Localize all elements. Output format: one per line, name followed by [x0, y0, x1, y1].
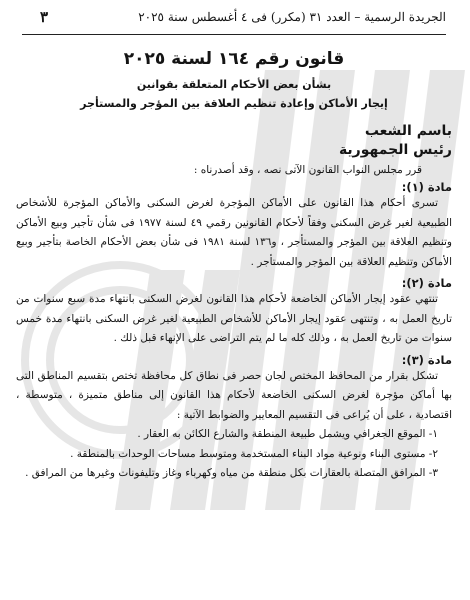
- article-3-item-1: ١- الموقع الجغرافي ويشمل طبيعة المنطقة والشارع الكائن به العقار .: [137, 428, 438, 440]
- page-header: [22, 0, 446, 35]
- preamble-text: قرر مجلس النواب القانون الآتى نصه ، وقد أصدرناه :: [193, 164, 422, 176]
- article-2-paragraph: تنتهي عقود إيجار الأماكن الخاضعة لأحكام هذا القانون لغرض السكنى بانتهاء مدة سبع سنوات من تاريخ العمل به ، وتنتهى عقود إيجار الأماكن للأشخاص الطبيعية لغير غرض السكنى بانتهاء مدة خمس سنوات من تاريخ العمل به ، وذلك كله ما لم يتم التراضى على الإنهاء قبل ذلك .: [16, 293, 452, 344]
- article-1-heading: مادة (١):: [401, 180, 452, 194]
- article-1-paragraph: تسرى أحكام هذا القانون على الأماكن المؤجرة لغرض السكنى والأماكن المؤجرة للأشخاص الطبيعية لغير غرض السكنى وفقاً لأحكام القانونين رقمي ٤٩ لسنة ١٩٧٧ فى شأن تأجير وبيع الأماكن وتنظيم العلاقة بين المؤجر والمستأجر ، و١٣٦ لسنة ١٩٨١ فى شأن بعض الأحكام الخاصة بتأجير وبيع الأماكن وتنظيم العلاقة بين المؤجر والمستأجر .: [16, 197, 452, 268]
- article-3-heading: مادة (٣):: [401, 352, 452, 367]
- article-3-item-3: ٣- المرافق المتصلة بالعقارات بكل منطقة من مياه وكهرباء وغاز وتليفونات وغيرها من المرافق .: [25, 467, 438, 479]
- article-3-item-2: ٢- مستوى البناء ونوعية مواد البناء المستخدمة ومتوسط مساحات الوحدات بالمنطقة .: [70, 447, 438, 460]
- president-line: رئيس الجمهورية: [338, 142, 452, 158]
- article-2-heading: مادة (٢):: [401, 276, 452, 290]
- law-title: قانون رقم ١٦٤ لسنة ٢٠٢٥: [123, 49, 345, 69]
- page-number: ٣: [40, 8, 49, 26]
- law-subtitle: [16, 75, 452, 113]
- law-subtitle-line-1: بشأن بعض الأحكام المتعلقة بقوانين: [136, 78, 332, 91]
- article-3-paragraph: تشكل بقرار من المحافظ المختص لجان حصر فى نطاق كل محافظة تختص بتقسيم المناطق التى بها أماكن مؤجرة لغرض السكنى الخاضعة لأحكام هذا القانون إلى مناطق متميزة ، متوسطة ، اقتصادية ، على أن يُراعى فى التقسيم المعايير والضوابط الآتية :: [16, 369, 452, 421]
- gazette-header-text: الجريدة الرسمية – العدد ٣١ (مكرر) فى ٤ أغسطس سنة ٢٠٢٥: [138, 10, 446, 24]
- in-the-name-of-people: باسم الشعب: [364, 123, 452, 139]
- law-subtitle-line-2: إيجار الأماكن وإعادة تنظيم العلاقة بين المؤجر والمستأجر: [80, 97, 388, 110]
